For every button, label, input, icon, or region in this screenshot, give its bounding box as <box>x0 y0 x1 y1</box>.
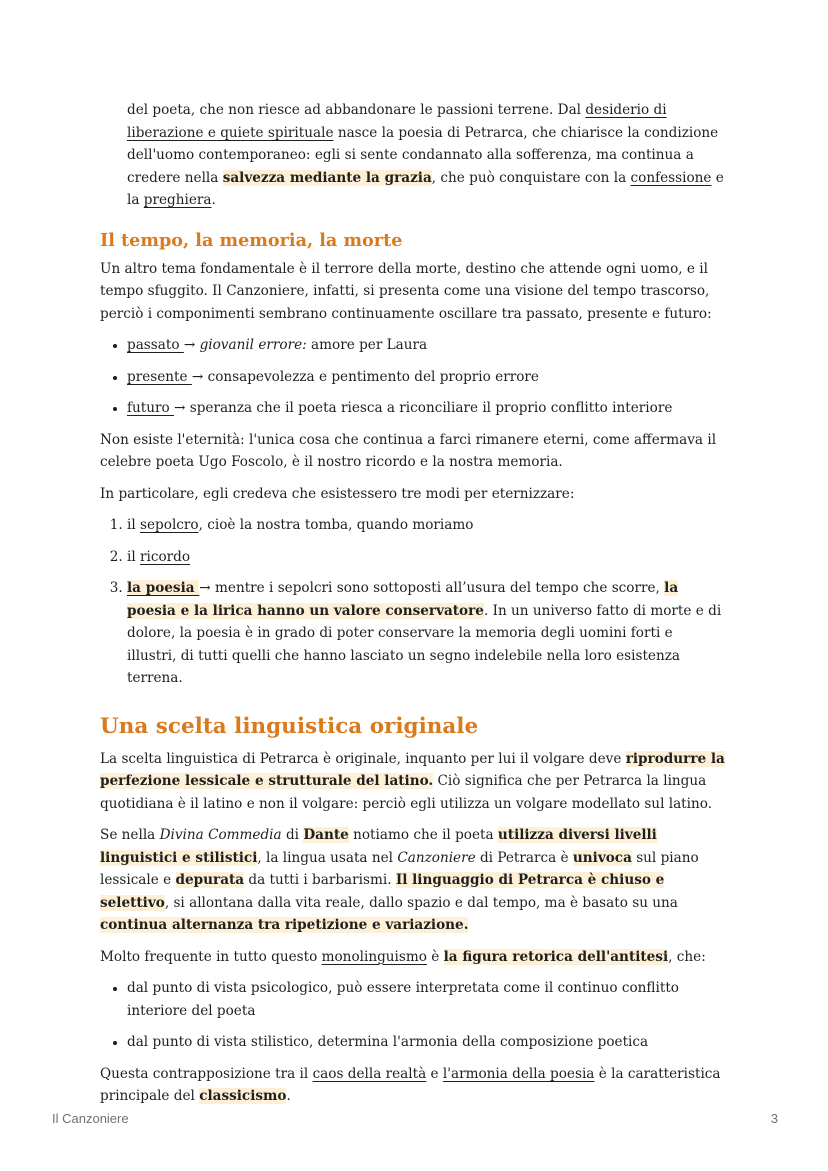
list-item <box>127 366 726 389</box>
underlined-text: caos della realtà <box>312 1065 427 1082</box>
paragraph <box>100 1063 726 1108</box>
paragraph: Non esiste l'eternità: l'unica cosa che continua a farci rimanere eterni, come affermava il celebre poeta Ugo Foscolo, è il nostro ricordo e la nostra memoria. <box>100 431 717 470</box>
highlighted-text: univoca <box>572 849 632 866</box>
numbered-list-eternizzare <box>100 514 726 690</box>
text: da tutti i barbarismi. <box>244 872 396 888</box>
list-item <box>127 397 726 420</box>
underlined-text: ricordo <box>140 548 191 565</box>
paragraph <box>100 824 726 937</box>
underlined-text: monolinguismo <box>321 948 427 965</box>
italic-text: Divina Commedia <box>159 827 282 843</box>
text: , che può conquistare con la <box>431 169 631 186</box>
text: di Petrarca è <box>475 849 573 866</box>
italic-text: giovanil errore: <box>199 337 307 353</box>
text: il <box>127 517 141 533</box>
highlighted-text: utilizza diversi livelli linguistici e stilistici <box>100 827 657 866</box>
underlined-text: l'armonia della poesia <box>442 1065 595 1082</box>
text: Ciò significa che per Petrarca la lingua quotidiana è il latino e non il volgare: perciò egli utilizza un volgare modellato sul latino. <box>100 773 713 812</box>
text: . <box>286 1088 291 1104</box>
underlined-text: sepolcro <box>140 517 199 533</box>
highlighted-text: Dante <box>303 827 349 843</box>
page-content <box>100 99 726 1117</box>
text: Questa contrapposizione tra il <box>100 1065 313 1082</box>
text: di <box>281 827 304 843</box>
text: e <box>426 1065 443 1082</box>
text: amore per Laura <box>306 337 428 353</box>
text: consapevolezza e pentimento del proprio errore <box>207 368 539 385</box>
text: , cioè la nostra tomba, quando moriamo <box>198 517 474 533</box>
underlined-text: presente <box>127 368 192 385</box>
text: è la caratteristica principale del <box>100 1065 721 1104</box>
text: nasce la poesia di Petrarca, che chiarisce la condizione dell'uomo contemporaneo: egli si sente condannato alla sofferenza, ma continua a credere nella <box>127 124 719 186</box>
text: La scelta linguistica di Petrarca è originale, inquanto per lui il volgare deve <box>100 750 626 767</box>
text: → mentre i sepolcri sono sottoposti all’usura del tempo che scorre, <box>199 580 665 596</box>
underlined-text: passato <box>127 337 184 353</box>
text: . In un universo fatto di morte e di dolore, la poesia è in grado di poter conservare la memoria degli uomini forti e illustri, di tutti quelli che hanno lasciato un segno indelebile nella loro esistenza terrena. <box>127 602 722 686</box>
list-item: • dal punto di vista psicologico, può essere interpretata come il continuo conflitto interiore del poeta <box>127 977 726 1022</box>
page-footer <box>52 1108 778 1131</box>
paragraph <box>100 748 726 816</box>
paragraph: In particolare, egli credeva che esistessero tre modi per eternizzare: <box>100 485 575 502</box>
highlighted-text: classicismo <box>199 1088 287 1104</box>
text: , si allontana dalla vita reale, dallo spazio e dal tempo, ma è basato su una <box>164 894 678 911</box>
highlighted-text: riprodurre la perfezione lessicale e strutturale del latino. <box>100 750 725 789</box>
bullet-list-antitesi <box>100 977 726 1054</box>
italic-text: Canzoniere <box>397 849 476 866</box>
underlined-text: desiderio di liberazione e quiete spirituale <box>127 102 667 141</box>
underlined-text: futuro <box>127 400 175 416</box>
arrow: → <box>191 368 208 385</box>
list-item <box>127 334 726 357</box>
highlighted-text: Il linguaggio di Petrarca è chiuso e selettivo <box>100 872 665 911</box>
highlighted-text: la figura retorica dell'antitesi <box>443 948 669 965</box>
section-heading-tempo: Il tempo, la memoria, la morte <box>100 229 403 251</box>
highlighted-text: la poesia e la lirica hanno un valore conservatore <box>127 580 679 619</box>
text: il <box>127 548 141 565</box>
highlighted-text: depurata <box>175 872 245 888</box>
bullet-list-tempo <box>100 334 726 420</box>
arrow: → <box>183 337 200 353</box>
text: del poeta, che non riesce ad abbandonare le passioni terrene. Dal <box>127 102 586 118</box>
highlighted-text: la poesia <box>127 580 200 596</box>
text: sul piano lessicale e <box>100 849 699 888</box>
text: , la lingua usata nel <box>257 849 398 866</box>
text: notiamo che il poeta <box>348 827 498 843</box>
list-item <box>127 546 726 569</box>
intro-paragraph <box>127 99 726 212</box>
footer-title: Il Canzoniere <box>52 1111 129 1126</box>
text: Molto frequente in tutto questo <box>100 948 322 965</box>
arrow: → <box>174 400 190 416</box>
page-number: 3 <box>770 1111 778 1126</box>
highlighted-text: continua alternanza tra ripetizione e variazione. <box>100 917 469 933</box>
highlighted-text: salvezza mediante la grazia <box>222 169 432 186</box>
paragraph <box>100 946 726 969</box>
list-item: • dal punto di vista stilistico, determina l'armonia della composizione poetica <box>127 1031 726 1054</box>
text: è <box>426 948 444 965</box>
paragraph: Un altro tema fondamentale è il terrore della morte, destino che attende ogni uomo, e il tempo sfuggito. Il Canzoniere, infatti, si presenta come una visione del tempo trascorso, perciò i componimenti sembrano continuamente oscillare tra passato, presente e futuro: <box>100 260 712 322</box>
text: Se nella <box>100 827 160 843</box>
list-item <box>127 577 726 690</box>
text: e la <box>127 169 724 208</box>
list-item <box>127 514 726 537</box>
text: . <box>211 192 216 208</box>
text: speranza che il poeta riesca a riconciliare il proprio conflitto interiore <box>189 400 673 416</box>
section-heading-linguistica: Una scelta linguistica originale <box>100 713 479 739</box>
underlined-text: confessione <box>630 169 712 186</box>
text: , che: <box>668 948 706 965</box>
underlined-text: preghiera <box>143 192 212 208</box>
